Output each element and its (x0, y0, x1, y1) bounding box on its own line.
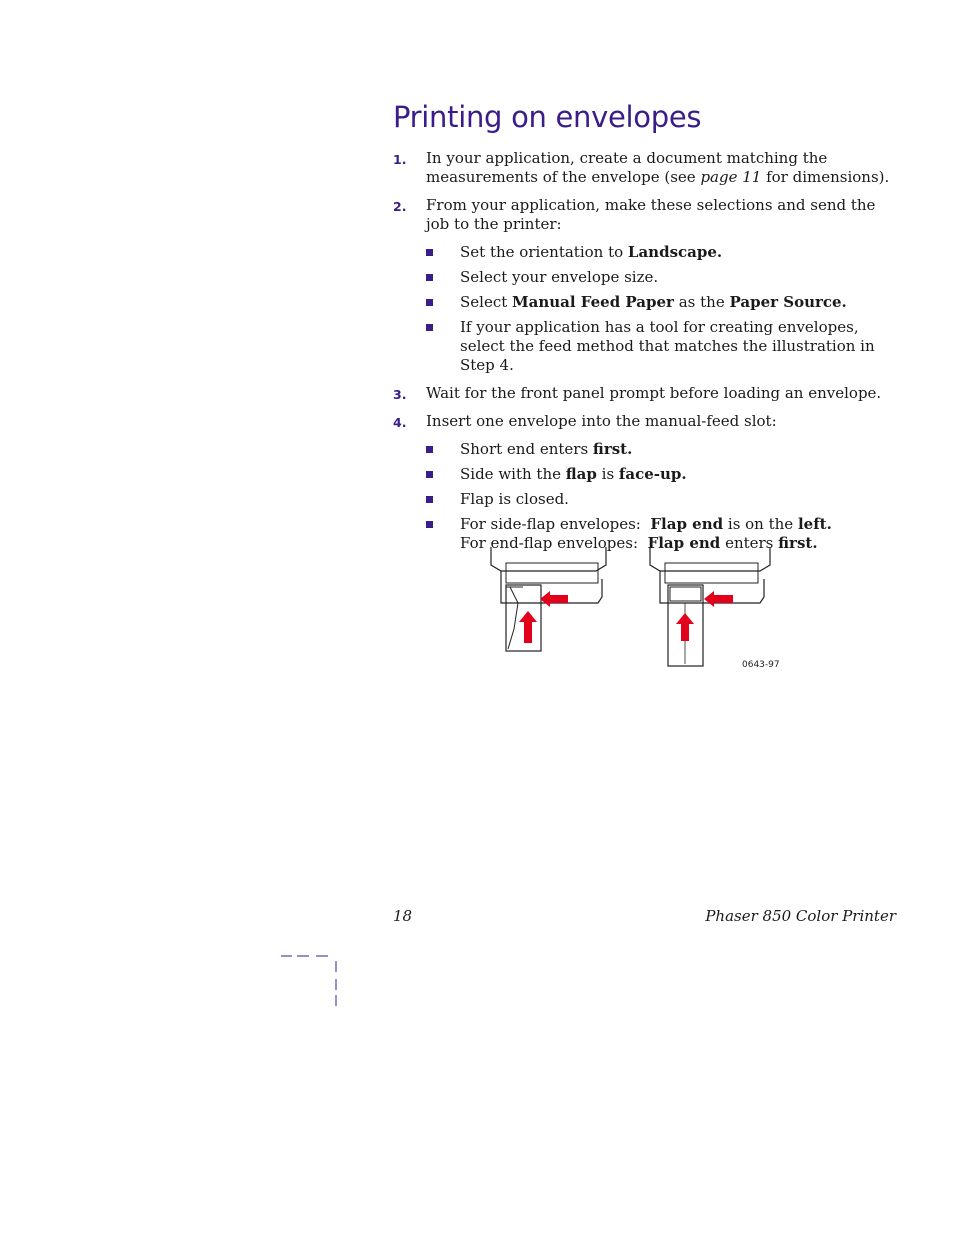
list-item: Select Manual Feed Paper as the Paper Source. (426, 293, 898, 312)
list-item: Short end enters first. (426, 440, 898, 459)
list-item: Select your envelope size. (426, 268, 898, 287)
step-3 (393, 384, 898, 403)
square-bullet-icon (426, 521, 433, 528)
step-text: for dimensions). (761, 168, 890, 186)
envelope-loading-illustration (488, 545, 788, 675)
list-item: If your application has a tool for creating envelopes, select the feed method that matches the illustration in Step 4. (426, 318, 898, 375)
step-text: In your application, create a document matching the measurements of the envelope (see (426, 149, 828, 186)
step-2 (393, 196, 898, 375)
bullet-list (426, 243, 898, 375)
step-number: 3. (393, 387, 407, 402)
figure-id: 0643-97 (742, 660, 780, 670)
arrow-left-icon (540, 591, 568, 607)
step-text: Insert one envelope into the manual-feed slot: (426, 412, 777, 430)
footer-title: Phaser 850 Color Printer (705, 907, 896, 925)
step-4 (393, 412, 898, 553)
arrow-up-icon (676, 613, 694, 641)
square-bullet-icon (426, 299, 433, 306)
list-item: Side with the flap is face-up. (426, 465, 898, 484)
crop-marks (276, 948, 346, 1010)
step-1 (393, 149, 898, 187)
square-bullet-icon (426, 324, 433, 331)
step-number: 2. (393, 199, 407, 214)
step-number: 1. (393, 152, 407, 167)
bullet-list (426, 440, 898, 553)
page-number: 18 (393, 907, 413, 925)
list-item: For side-flap envelopes: Flap end is on the left. For end-flap envelopes: Flap end enters first. (426, 515, 898, 553)
steps-list (393, 149, 898, 562)
page-title: Printing on envelopes (393, 100, 702, 134)
list-item: Set the orientation to Landscape. (426, 243, 898, 262)
square-bullet-icon (426, 274, 433, 281)
list-item: Flap is closed. (426, 490, 898, 509)
square-bullet-icon (426, 249, 433, 256)
square-bullet-icon (426, 446, 433, 453)
arrow-up-icon (519, 611, 537, 643)
step-number: 4. (393, 415, 407, 430)
arrow-left-icon (704, 591, 733, 607)
square-bullet-icon (426, 496, 433, 503)
square-bullet-icon (426, 471, 433, 478)
step-text: From your application, make these selections and send the job to the printer: (426, 196, 876, 233)
step-text: Wait for the front panel prompt before loading an envelope. (426, 384, 882, 402)
end-flap-printer-illustration (650, 547, 770, 666)
page-reference: page 11 (700, 168, 762, 186)
